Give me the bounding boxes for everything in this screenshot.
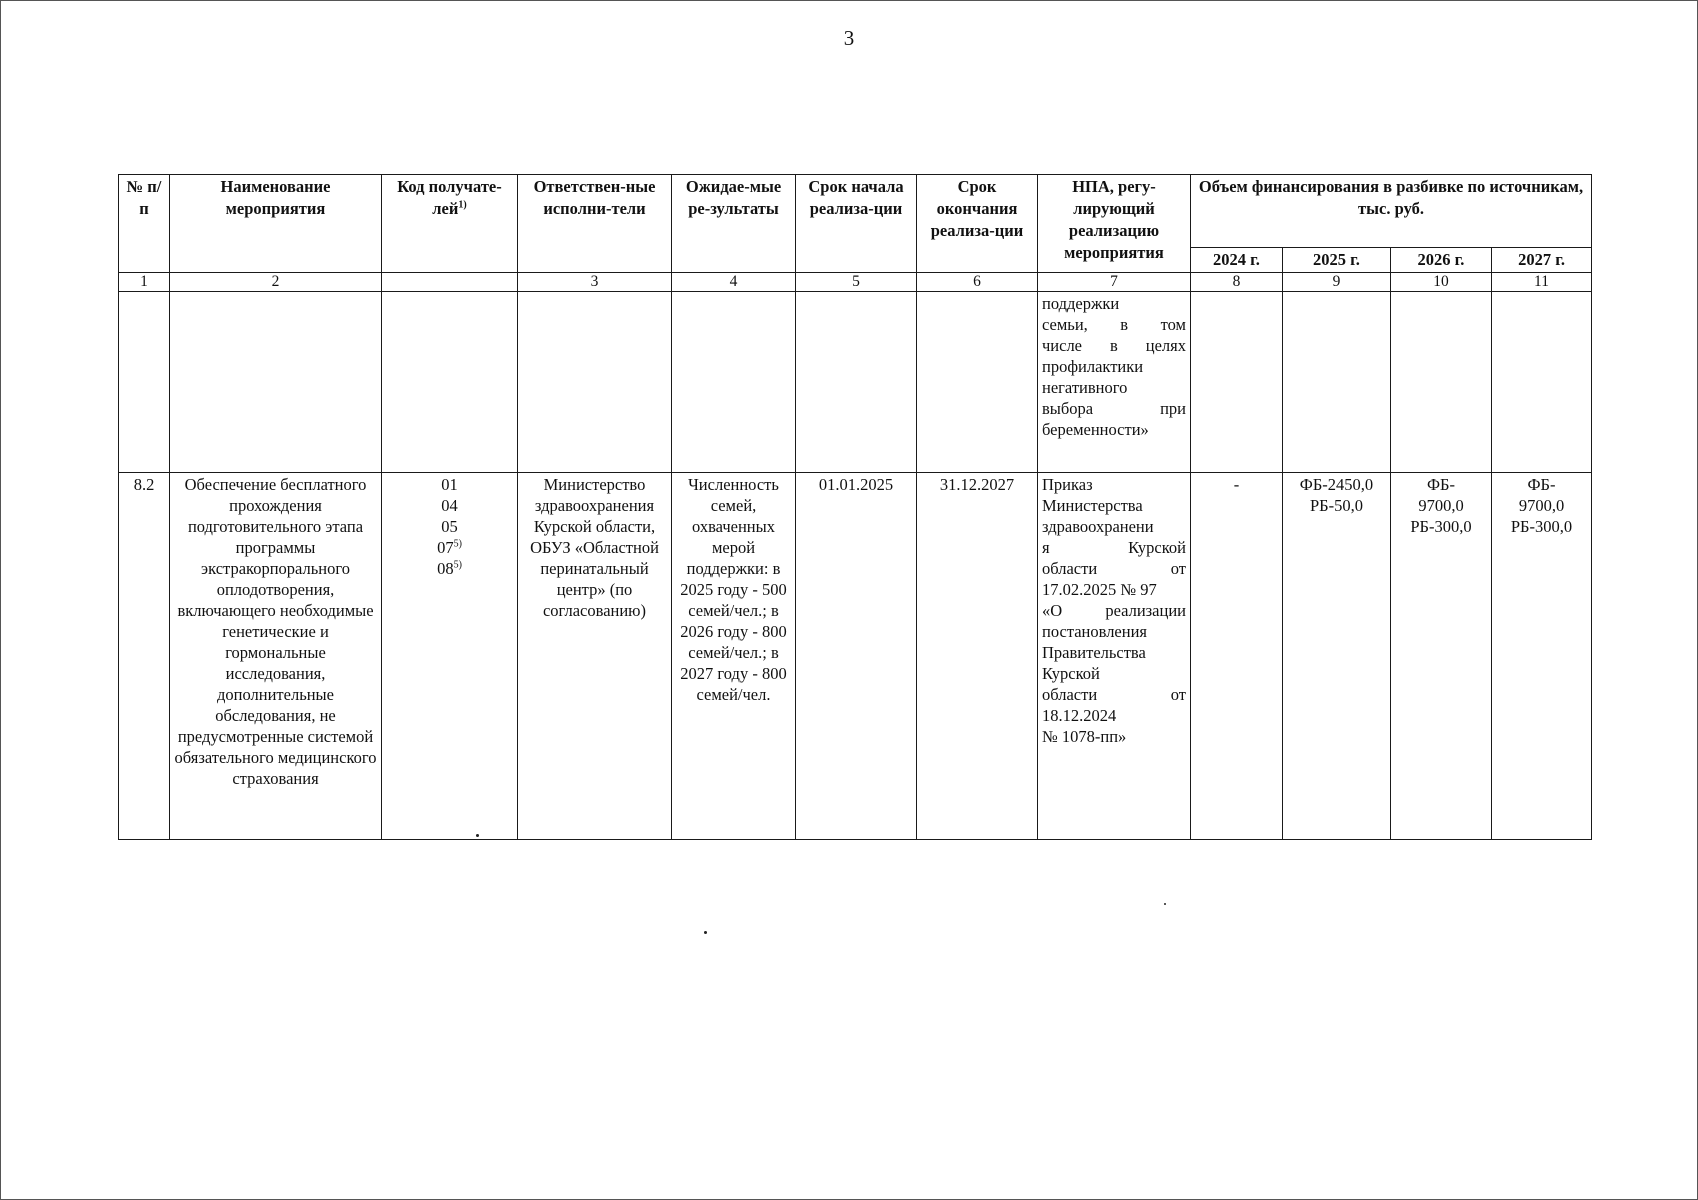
npa-line: здравоохранени (1042, 517, 1154, 536)
header-year-2027: 2027 г. (1492, 248, 1592, 273)
header-financing: Объем финансирования в разбивке по источникам, тыс. руб. (1191, 175, 1592, 248)
column-number: 8 (1191, 273, 1283, 292)
npa-line: числе в целях (1042, 336, 1186, 355)
column-number (382, 273, 518, 292)
column-number: 10 (1391, 273, 1492, 292)
npa-line: семьи, в том (1042, 315, 1186, 334)
measures-table (118, 174, 1592, 840)
header-year-2024: 2024 г. (1191, 248, 1283, 273)
scan-speck (476, 834, 479, 837)
npa-line: 17.02.2025 № 97 (1042, 580, 1157, 599)
column-numbers-row (119, 273, 1592, 292)
financing-2024: - (1191, 473, 1283, 840)
code: 05 (441, 517, 458, 536)
table-row-continued (119, 292, 1592, 473)
npa-line: выбора при (1042, 399, 1186, 418)
measure-name: Обеспечение бесплатного прохождения подготовительного этапа программы экстракорпорального оплодотворения, включающего необходимые генетические и гормональные исследования, дополнительные обследования, не предусмотренные системой обязательного медицинского страхования (170, 473, 382, 840)
column-number: 2 (170, 273, 382, 292)
npa-line: профилактики (1042, 357, 1144, 376)
npa-line: Приказ (1042, 475, 1093, 494)
column-number: 6 (917, 273, 1038, 292)
header-start: Срок начала реализа-ции (796, 175, 917, 273)
header-end: Срок окончания реализа-ции (917, 175, 1038, 273)
column-number: 7 (1038, 273, 1191, 292)
code: 07$^{5)}$ (437, 538, 462, 557)
page-number: 3 (843, 26, 855, 50)
npa-line: Министерства (1042, 496, 1143, 515)
npa-line: Курской (1042, 664, 1100, 683)
code: 08$^{5)}$ (437, 559, 462, 578)
start-date: 01.01.2025 (796, 473, 917, 840)
npa-line: постановления (1042, 622, 1148, 641)
npa-cell (1038, 473, 1191, 840)
header-code (382, 175, 518, 273)
header-num: № п/п (119, 175, 170, 273)
column-number: 9 (1283, 273, 1391, 292)
npa-line: № 1078-пп» (1042, 727, 1127, 746)
column-number: 1 (119, 273, 170, 292)
column-number: 3 (518, 273, 672, 292)
financing-2025: ФБ-2450,0 РБ-50,0 (1283, 473, 1391, 840)
executors: Министерство здравоохранения Курской области, ОБУЗ «Областной перинатальный центр» (по согласованию) (518, 473, 672, 840)
row-number: 8.2 (119, 473, 170, 840)
header-results: Ожидае-мые ре-зультаты (672, 175, 796, 273)
column-number: 5 (796, 273, 917, 292)
npa-line: «О реализации (1042, 601, 1186, 620)
column-number: 11 (1492, 273, 1592, 292)
recipient-codes (382, 473, 518, 840)
expected-results: Численность семей, охваченных мерой поддержки: в 2025 году - 500 семей/чел.; в 2026 году - 800 семей/чел.; в 2027 году - 800 семей/чел. (672, 473, 796, 840)
continued-npa-cell (1038, 292, 1191, 473)
npa-line: я Курской (1042, 538, 1186, 557)
scan-speck (1164, 903, 1166, 905)
scan-speck (704, 931, 707, 934)
npa-line: поддержки (1042, 294, 1120, 313)
table-row-8-2 (119, 473, 1592, 840)
financing-2027: ФБ- 9700,0 РБ-300,0 (1492, 473, 1592, 840)
financing-2026: ФБ- 9700,0 РБ-300,0 (1391, 473, 1492, 840)
npa-line: беременности» (1042, 420, 1149, 439)
header-year-2025: 2025 г. (1283, 248, 1391, 273)
code: 01 (441, 475, 458, 494)
npa-line: Правительства (1042, 643, 1146, 662)
header-year-2026: 2026 г. (1391, 248, 1492, 273)
code: 04 (441, 496, 458, 515)
header-executors: Ответствен-ные исполни-тели (518, 175, 672, 273)
npa-line: области от (1042, 559, 1186, 578)
header-code-footnote: 1) (458, 199, 467, 211)
header-npa: НПА, регу-лирующий реализацию мероприятия (1038, 175, 1191, 273)
npa-line: негативного (1042, 378, 1128, 397)
header-code-text: Код получате-лей (397, 177, 502, 218)
header-name: Наименование мероприятия (170, 175, 382, 273)
npa-line: 18.12.2024 (1042, 706, 1117, 725)
end-date: 31.12.2027 (917, 473, 1038, 840)
column-number: 4 (672, 273, 796, 292)
npa-line: области от (1042, 685, 1186, 704)
